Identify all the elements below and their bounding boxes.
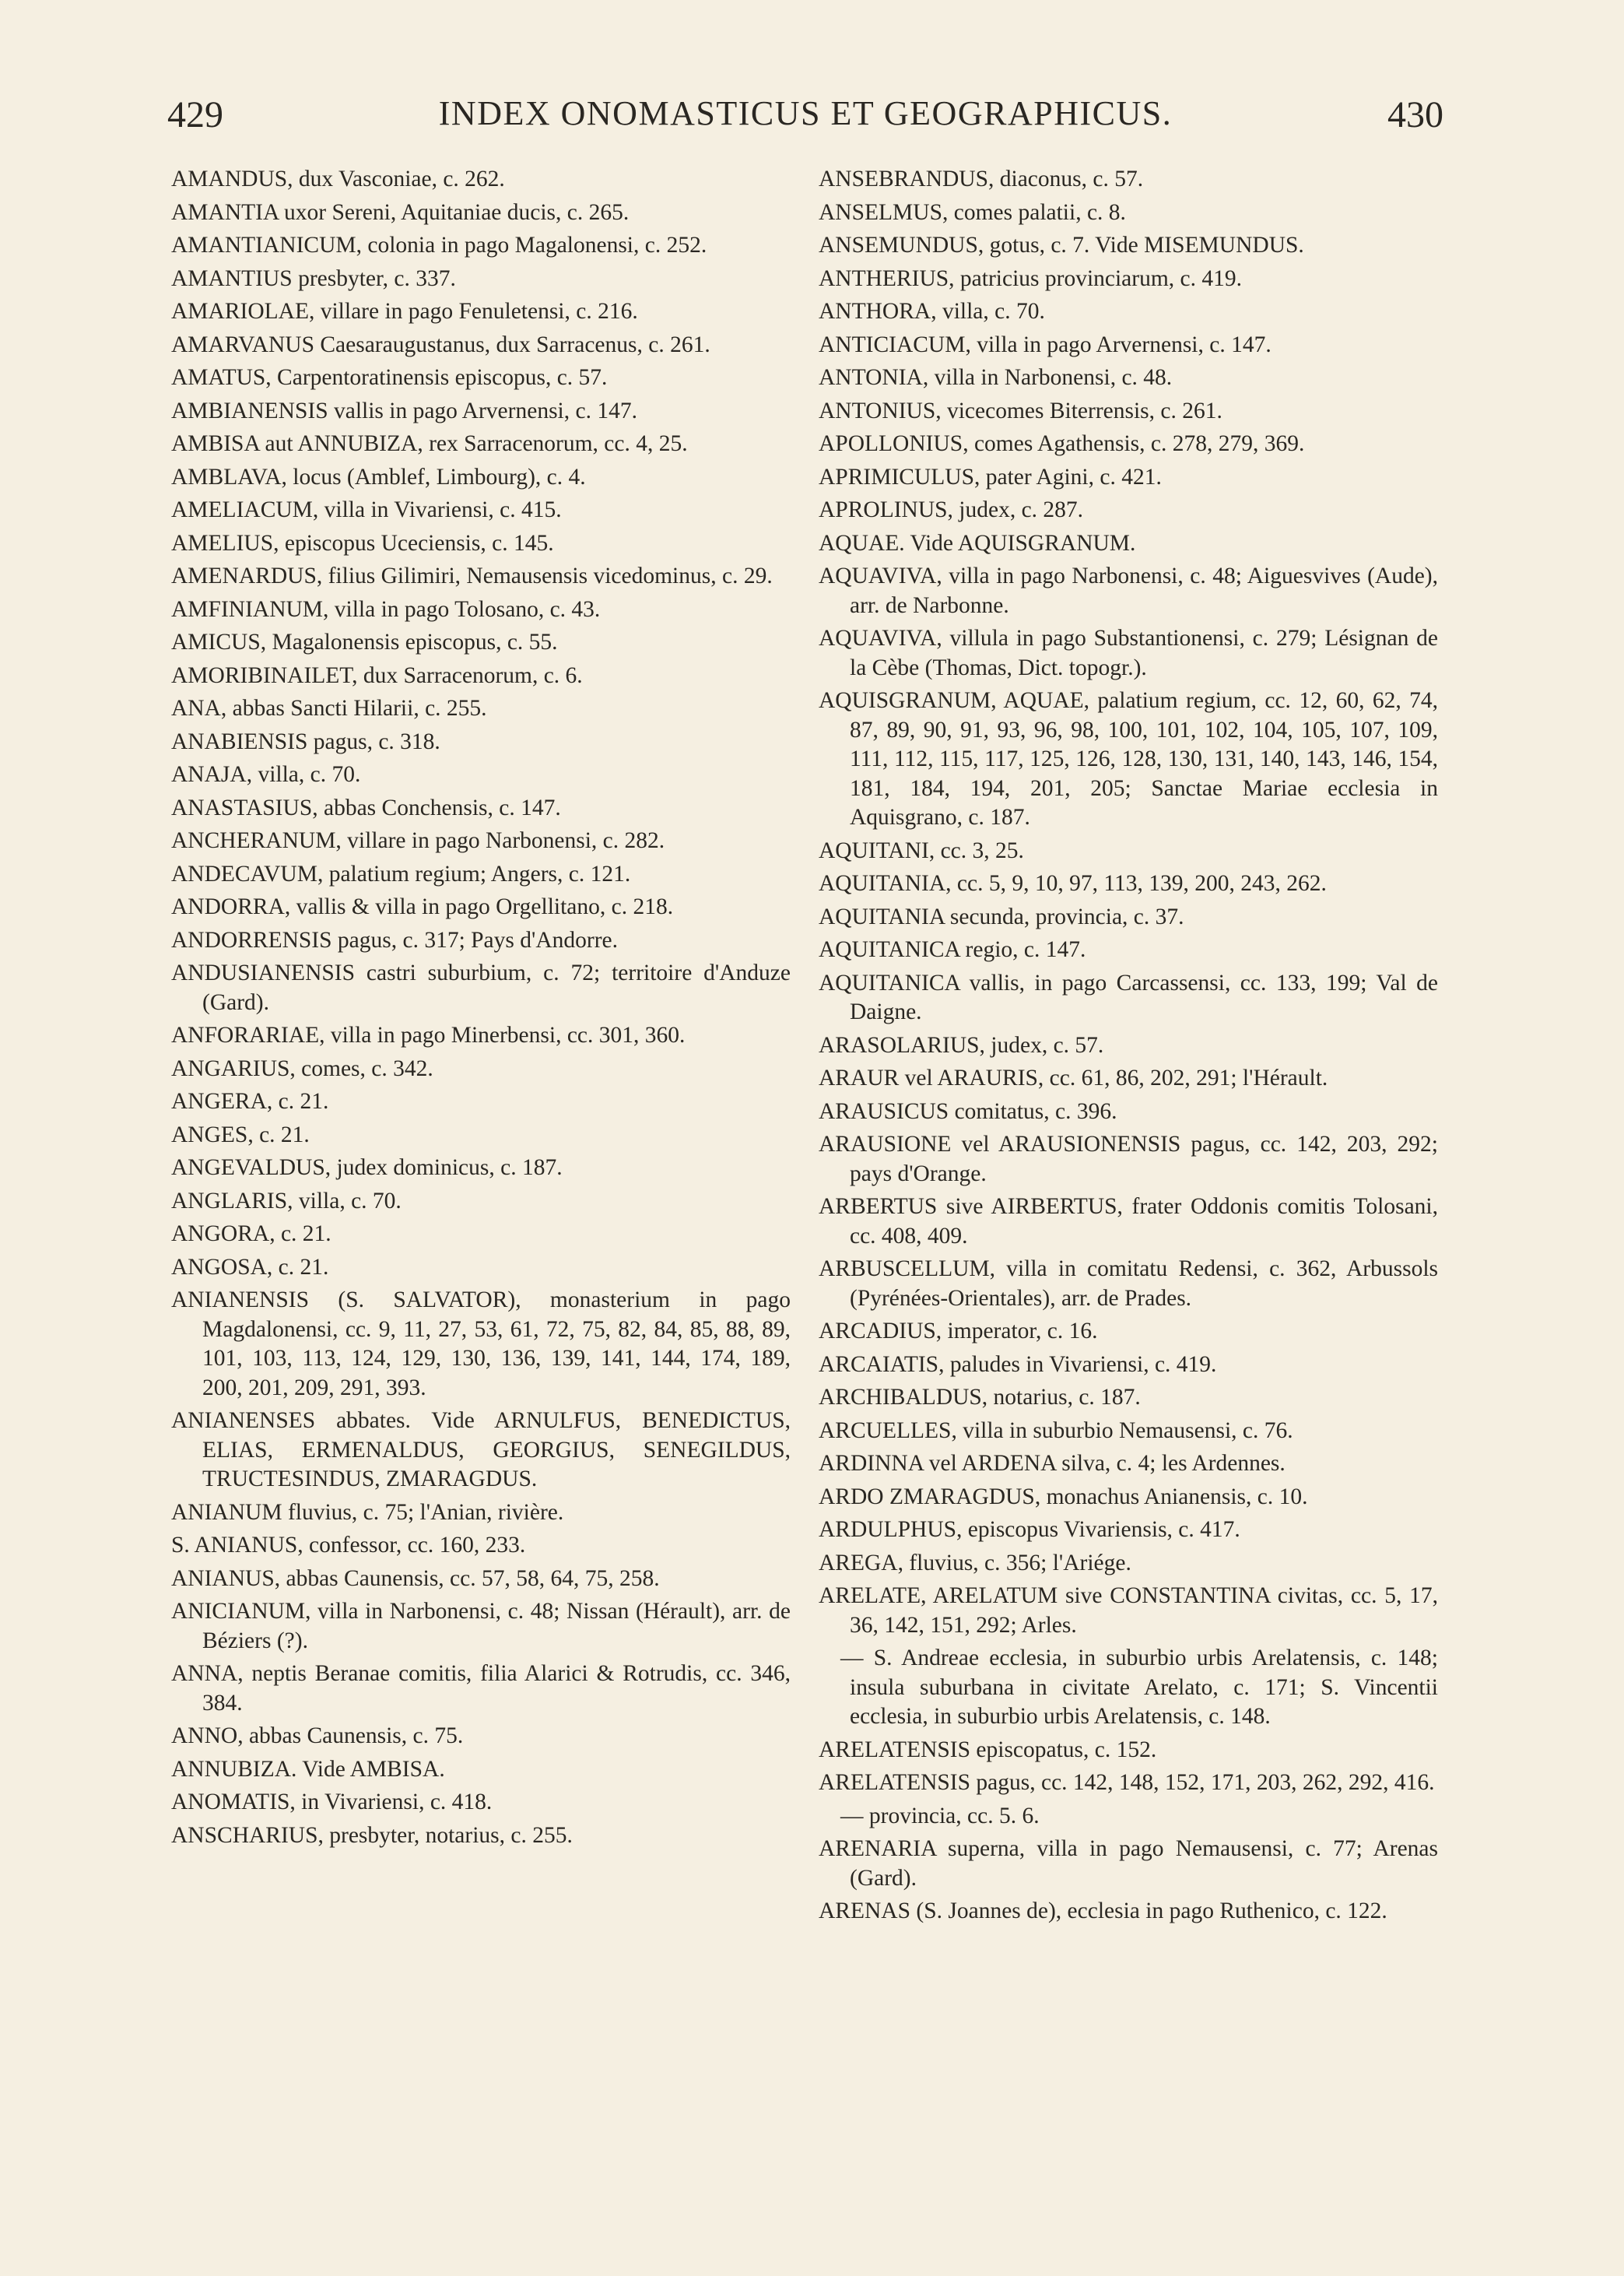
- index-column-right: [819, 165, 1438, 1930]
- index-entry: ARELATENSIS pagus, cc. 142, 148, 152, 171, 203, 262, 292, 416.: [819, 1770, 1435, 1795]
- index-entry: AREGA, fluvius, c. 356; l'Ariége.: [819, 1550, 1131, 1575]
- index-entry: ANGEVALDUS, judex dominicus, c. 187.: [171, 1155, 563, 1180]
- index-entry: ANICIANUM, villa in Narbonensi, c. 48; Nissan (Hérault), arr. de Béziers (?).: [171, 1599, 791, 1653]
- index-entry: ARELATE, ARELATUM sive CONSTANTINA civitas, cc. 5, 17, 36, 142, 151, 292; Arles.: [819, 1583, 1438, 1638]
- index-entry: ANIANENSIS (S. SALVATOR), monasterium in pago Magdalonensi, cc. 9, 11, 27, 53, 61, 72, 75, 82, 84, 85, 88, 89, 101, 103, 113, 124, 129, 130, 136, 139, 141, 144, 174, 189, 200, 201, 209, 291, 393.: [171, 1287, 791, 1400]
- index-entry: AMANTIANICUM, colonia in pago Magalonensi, c. 252.: [171, 233, 707, 258]
- index-entry: ANIANENSES abbates. Vide ARNULFUS, BENEDICTUS, ELIAS, ERMENALDUS, GEORGIUS, SENEGILDUS, TRUCTESINDUS, ZMARAGDUS.: [171, 1408, 791, 1491]
- index-entry: ANSEBRANDUS, diaconus, c. 57.: [819, 167, 1144, 191]
- index-entry: ANA, abbas Sancti Hilarii, c. 255.: [171, 696, 487, 721]
- index-entry: ANIANUM fluvius, c. 75; l'Anian, rivière.: [171, 1499, 564, 1525]
- page-header: [167, 93, 1443, 148]
- index-entry: — S. Andreae ecclesia, in suburbio urbis Arelatensis, c. 148; insula suburbana in civitate Arelato, c. 171; S. Vincentii ecclesia, in suburbio urbis Arelatensis, c. 148.: [840, 1646, 1438, 1729]
- index-entry: AQUAVIVA, villa in pago Narbonensi, c. 48; Aiguesvives (Aude), arr. de Narbonne.: [819, 564, 1438, 618]
- index-entry: S. ANIANUS, confessor, cc. 160, 233.: [171, 1533, 526, 1558]
- index-entry: AMELIUS, episcopus Uceciensis, c. 145.: [171, 530, 554, 556]
- index-entry: ARDULPHUS, episcopus Vivariensis, c. 417.: [819, 1517, 1240, 1542]
- index-entry: ANTONIUS, vicecomes Biterrensis, c. 261.: [819, 398, 1222, 423]
- index-entry: AMBISA aut ANNUBIZA, rex Sarracenorum, cc. 4, 25.: [171, 431, 688, 456]
- index-entry: AMENARDUS, filius Gilimiri, Nemausensis vicedominus, c. 29.: [171, 564, 773, 588]
- index-entry: ANFORARIAE, villa in pago Minerbensi, cc. 301, 360.: [171, 1023, 686, 1048]
- index-entry: ARDO ZMARAGDUS, monachus Anianensis, c. 10.: [819, 1484, 1308, 1509]
- index-entry: AMANTIUS presbyter, c. 337.: [171, 265, 456, 291]
- index-entry: AMARIOLAE, villare in pago Fenuletensi, c. 216.: [171, 299, 638, 324]
- index-entry: ANGES, c. 21.: [171, 1122, 310, 1147]
- index-entry: ARBUSCELLUM, villa in comitatu Redensi, c. 362, Arbussols (Pyrénées-Orientales), arr. de Prades.: [819, 1256, 1438, 1311]
- index-entry: ANDORRA, vallis & villa in pago Orgellitano, c. 218.: [171, 894, 674, 919]
- index-entry: ANAJA, villa, c. 70.: [171, 762, 361, 787]
- index-entry: ANDORRENSIS pagus, c. 317; Pays d'Andorre.: [171, 927, 618, 953]
- index-entry: ANGLARIS, villa, c. 70.: [171, 1188, 402, 1214]
- index-entry: ANDECAVUM, palatium regium; Angers, c. 121.: [171, 861, 631, 887]
- index-entry: AQUITANICA regio, c. 147.: [819, 937, 1086, 962]
- index-entry: ARBERTUS sive AIRBERTUS, frater Oddonis comitis Tolosani, cc. 408, 409.: [819, 1194, 1438, 1249]
- index-entry: ANGERA, c. 21.: [171, 1089, 329, 1114]
- index-entry: ANTICIACUM, villa in pago Arvernensi, c. 147.: [819, 332, 1271, 357]
- index-entry: ANNO, abbas Caunensis, c. 75.: [171, 1723, 464, 1748]
- index-entry: AQUITANICA vallis, in pago Carcassensi, cc. 133, 199; Val de Daigne.: [819, 970, 1438, 1024]
- index-entry: ANGARIUS, comes, c. 342.: [171, 1055, 433, 1081]
- index-entry: ANSELMUS, comes palatii, c. 8.: [819, 199, 1126, 225]
- index-entry: ARAUSIONE vel ARAUSIONENSIS pagus, cc. 142, 203, 292; pays d'Orange.: [819, 1132, 1438, 1186]
- index-entry: AQUISGRANUM, AQUAE, palatium regium, cc. 12, 60, 62, 74, 87, 89, 90, 91, 93, 96, 98, 100, 101, 102, 104, 105, 107, 109, 111, 112, 115, 117, 125, 126, 128, 130, 131, 140, 143, 146, 154, 181, 184, 194, 201, 205; Sanctae Mariae ecclesia in Aquisgrano, c. 187.: [819, 688, 1438, 830]
- index-entry: — provincia, cc. 5. 6.: [840, 1803, 1040, 1828]
- index-entry: ANDUSIANENSIS castri suburbium, c. 72; territoire d'Anduze (Gard).: [171, 961, 791, 1015]
- index-entry: ARAUSICUS comitatus, c. 396.: [819, 1098, 1117, 1124]
- index-entry: AMFINIANUM, villa in pago Tolosano, c. 43.: [171, 596, 601, 622]
- index-entry: ARASOLARIUS, judex, c. 57.: [819, 1032, 1104, 1058]
- index-entry: AMBLAVA, locus (Amblef, Limbourg), c. 4.: [171, 464, 586, 490]
- index-entry: AQUITANIA secunda, provincia, c. 37.: [819, 904, 1184, 929]
- index-entry: ANTONIA, villa in Narbonensi, c. 48.: [819, 365, 1173, 390]
- index-entry: ANNA, neptis Beranae comitis, filia Alarici & Rotrudis, cc. 346, 384.: [171, 1661, 791, 1716]
- index-entry: AQUITANIA, cc. 5, 9, 10, 97, 113, 139, 200, 243, 262.: [819, 871, 1327, 896]
- page-number-right: 430: [1387, 94, 1443, 135]
- index-entry: ARELATENSIS episcopatus, c. 152.: [819, 1737, 1157, 1762]
- index-entry: AMANTIA uxor Sereni, Aquitaniae ducis, c. 265.: [171, 199, 630, 225]
- index-entry: ANIANUS, abbas Caunensis, cc. 57, 58, 64, 75, 258.: [171, 1565, 660, 1591]
- index-entry: AMARVANUS Caesaraugustanus, dux Sarracenus, c. 261.: [171, 332, 710, 357]
- index-entry: ANABIENSIS pagus, c. 318.: [171, 729, 440, 754]
- index-entry: ARCAIATIS, paludes in Vivariensi, c. 419.: [819, 1351, 1217, 1377]
- index-entry: APROLINUS, judex, c. 287.: [819, 497, 1084, 522]
- index-entry: ANASTASIUS, abbas Conchensis, c. 147.: [171, 795, 561, 820]
- index-entry: AMATUS, Carpentoratinensis episcopus, c. 57.: [171, 365, 608, 390]
- index-entry: AMICUS, Magalonensis episcopus, c. 55.: [171, 630, 558, 655]
- index-entry: ARDINNA vel ARDENA silva, c. 4; les Ardennes.: [819, 1451, 1286, 1476]
- index-entry: ANGORA, c. 21.: [171, 1221, 331, 1246]
- index-entry: AMANDUS, dux Vasconiae, c. 262.: [171, 167, 505, 191]
- running-title: INDEX ONOMASTICUS ET GEOGRAPHICUS.: [438, 94, 1173, 132]
- page-number-left: 429: [167, 94, 223, 135]
- index-entry: ANTHORA, villa, c. 70.: [819, 299, 1045, 324]
- index-entry: AMELIACUM, villa in Vivariensi, c. 415.: [171, 497, 562, 522]
- index-entry: ANGOSA, c. 21.: [171, 1254, 329, 1280]
- index-entry: ANSEMUNDUS, gotus, c. 7. Vide MISEMUNDUS.: [819, 233, 1304, 258]
- index-entry: APRIMICULUS, pater Agini, c. 421.: [819, 464, 1162, 490]
- index-entry: ANOMATIS, in Vivariensi, c. 418.: [171, 1790, 493, 1814]
- index-entry: ARENAS (S. Joannes de), ecclesia in pago Ruthenico, c. 122.: [819, 1898, 1387, 1923]
- index-entry: ARCHIBALDUS, notarius, c. 187.: [819, 1385, 1141, 1410]
- index-entry: AQUITANI, cc. 3, 25.: [819, 838, 1024, 863]
- index-entry: AMBIANENSIS vallis in pago Arvernensi, c. 147.: [171, 398, 637, 423]
- index-entry: ANTHERIUS, patricius provinciarum, c. 419.: [819, 265, 1243, 291]
- index-entry: AQUAE. Vide AQUISGRANUM.: [819, 530, 1136, 556]
- index-entry: ARENARIA superna, villa in pago Nemausensi, c. 77; Arenas (Gard).: [819, 1836, 1438, 1891]
- index-entry: ANSCHARIUS, presbyter, notarius, c. 255.: [171, 1822, 573, 1848]
- index-entry: ANCHERANUM, villare in pago Narbonensi, c. 282.: [171, 828, 665, 853]
- index-entry: ARCADIUS, imperator, c. 16.: [819, 1319, 1098, 1343]
- index-entry: ARAUR vel ARAURIS, cc. 61, 86, 202, 291; l'Hérault.: [819, 1066, 1328, 1091]
- index-entry: AQUAVIVA, villula in pago Substantionensi, c. 279; Lésignan de la Cèbe (Thomas, Dict. topogr.).: [819, 626, 1438, 680]
- index-entry: ARCUELLES, villa in suburbio Nemausensi, c. 76.: [819, 1417, 1293, 1443]
- index-entry: AMORIBINAILET, dux Sarracenorum, c. 6.: [171, 662, 583, 688]
- index-entry: APOLLONIUS, comes Agathensis, c. 278, 279, 369.: [819, 431, 1305, 456]
- index-column-left: [171, 165, 791, 1854]
- index-entry: ANNUBIZA. Vide AMBISA.: [171, 1756, 445, 1782]
